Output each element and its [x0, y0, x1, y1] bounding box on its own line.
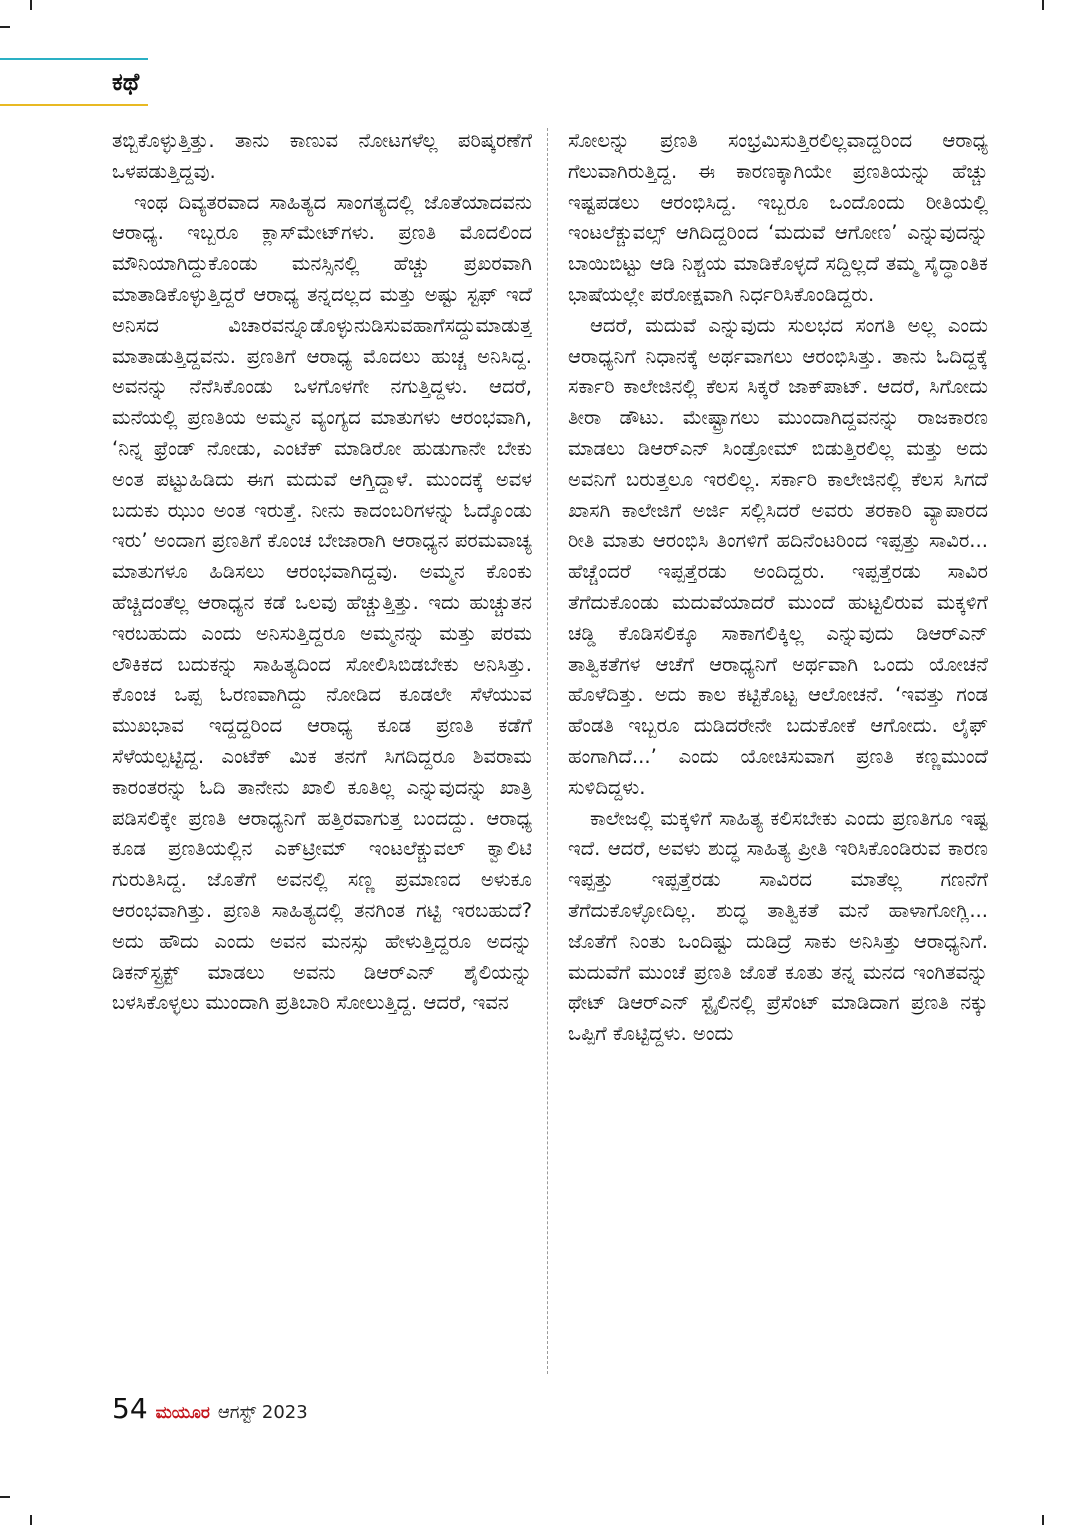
crop-mark-top-left	[30, 0, 32, 10]
section-header	[0, 58, 150, 106]
crop-mark-bottom-left	[30, 1515, 32, 1525]
issue-date: ಆಗಸ್ಟ್ 2023	[217, 1402, 308, 1423]
column-divider	[547, 128, 548, 1374]
article-column-left	[112, 126, 532, 1378]
article-paragraph: ಸೋಲನ್ನು ಪ್ರಣತಿ ಸಂಭ್ರಮಿಸುತ್ತಿರಲಿಲ್ಲವಾದ್ದರಿಂದ ಆರಾಧ್ಯ ಗೆಲುವಾಗಿರುತ್ತಿದ್ದ. ಈ ಕಾರಣಕ್ಕಾಗಿಯೇ ಪ್ರಣತಿಯನ್ನು ಹೆಚ್ಚು ಇಷ್ಟಪಡಲು ಆರಂಭಿಸಿದ್ದ. ಇಬ್ಬರೂ ಒಂದೊಂದು ರೀತಿಯಲ್ಲಿ ಇಂಟಲೆಕ್ಚುವಲ್ಸ್ ಆಗಿದಿದ್ದರಿಂದ ‘ಮದುವೆ ಆಗೋಣ’ ಎನ್ನುವುದನ್ನು ಬಾಯಿಬಿಟ್ಟು ಆಡಿ ನಿಶ್ಚಯ ಮಾಡಿಕೊಳ್ಳದೆ ಸದ್ದಿಲ್ಲದೆ ತಮ್ಮ ಸೈದ್ಧಾಂತಿಕ ಭಾಷೆಯಲ್ಲೇ ಪರೋಕ್ಷವಾಗಿ ನಿರ್ಧರಿಸಿಕೊಂಡಿದ್ದರು.	[568, 129, 988, 306]
section-rule-bottom	[0, 104, 148, 106]
page-number: 54	[112, 1392, 148, 1425]
crop-mark-bottom-right	[1042, 1515, 1044, 1525]
section-title: ಕಥೆ	[112, 68, 140, 96]
article-column-right	[568, 126, 988, 1378]
section-rule-top	[0, 58, 148, 60]
magazine-logo: ಮಯೂರ	[155, 1403, 210, 1423]
article-paragraph: ತಬ್ಬಿಕೊಳ್ಳುತ್ತಿತ್ತು. ತಾನು ಕಾಣುವ ನೋಟಗಳೆಲ್ಲ ಪರಿಷ್ಕರಣೆಗೆ ಒಳಪಡುತ್ತಿದ್ದವು.	[112, 129, 532, 183]
crop-mark-left-upper	[0, 26, 10, 28]
crop-mark-top-right	[1042, 0, 1044, 10]
page-footer	[112, 1392, 308, 1432]
article-paragraph: ಇಂಥ ದಿವ್ಯತರವಾದ ಸಾಹಿತ್ಯದ ಸಾಂಗತ್ಯದಲ್ಲಿ ಜೊತೆಯಾದವನು ಆರಾಧ್ಯ. ಇಬ್ಬರೂ ಕ್ಲಾಸ್‌ಮೇಟ್‌ಗಳು. ಪ್ರಣತಿ ಮೊದಲಿಂದ ಮೌನಿಯಾಗಿದ್ದುಕೊಂಡು ಮನಸ್ಸಿನಲ್ಲಿ ಹೆಚ್ಚು ಪ್ರಖರವಾಗಿ ಮಾತಾಡಿಕೊಳ್ಳುತ್ತಿದ್ದರೆ ಆರಾಧ್ಯ ತನ್ನದಲ್ಲದ ಮತ್ತು ಅಷ್ಟು ಸ್ಟಫ್ ಇದೆ ಅನಿಸದ ವಿಚಾರವನ್ನೂಡೊಳ್ಳುನುಡಿಸುವಹಾಗೆಸದ್ದುಮಾಡುತ್ತ ಮಾತಾಡುತ್ತಿದ್ದವನು. ಪ್ರಣತಿಗೆ ಆರಾಧ್ಯ ಮೊದಲು ಹುಚ್ಚ ಅನಿಸಿದ್ದ. ಅವನನ್ನು ನೆನೆಸಿಕೊಂಡು ಒಳಗೊಳಗೇ ನಗುತ್ತಿದ್ದಳು. ಆದರೆ, ಮನೆಯಲ್ಲಿ ಪ್ರಣತಿಯ ಅಮ್ಮನ ವ್ಯಂಗ್ಯದ ಮಾತುಗಳು ಆರಂಭವಾಗಿ, ‘ನಿನ್ನ ಫ್ರೆಂಡ್ ನೋಡು, ಎಂಟೆಕ್ ಮಾಡಿರೋ ಹುಡುಗಾನೇ ಬೇಕು ಅಂತ ಪಟ್ಟುಹಿಡಿದು ಈಗ ಮದುವೆ ಆಗ್ತಿದ್ದಾಳೆ. ಮುಂದಕ್ಕೆ ಅವಳ ಬದುಕು ಝುಂ ಅಂತ ಇರುತ್ತೆ. ನೀನು ಕಾದಂಬರಿಗಳನ್ನು ಓದ್ಕೊಂಡು ಇರು’ ಅಂದಾಗ ಪ್ರಣತಿಗೆ ಕೊಂಚ ಬೇಜಾರಾಗಿ ಆರಾಧ್ಯನ ಪರಮವಾಚ್ಯ ಮಾತುಗಳೂ ಹಿಡಿಸಲು ಆರಂಭವಾಗಿದ್ದವು. ಅಮ್ಮನ ಕೊಂಕು ಹೆಚ್ಚಿದಂತೆಲ್ಲ ಆರಾಧ್ಯನ ಕಡೆ ಒಲವು ಹೆಚ್ಚುತ್ತಿತ್ತು. ಇದು ಹುಚ್ಚುತನ ಇರಬಹುದು ಎಂದು ಅನಿಸುತ್ತಿದ್ದರೂ ಅಮ್ಮನನ್ನು ಮತ್ತು ಪರಮ ಲೌಕಿಕದ ಬದುಕನ್ನು ಸಾಹಿತ್ಯದಿಂದ ಸೋಲಿಸಿಬಿಡಬೇಕು ಅನಿಸಿತ್ತು. ಕೊಂಚ ಒಪ್ಪ ಓರಣವಾಗಿದ್ದು ನೋಡಿದ ಕೂಡಲೇ ಸೆಳೆಯುವ ಮುಖಭಾವ ಇದ್ದದ್ದರಿಂದ ಆರಾಧ್ಯ ಕೂಡ ಪ್ರಣತಿ ಕಡೆಗೆ ಸೆಳೆಯಲ್ಪಟ್ಟಿದ್ದ. ಎಂಟೆಕ್ ಮಿಕ ತನಗೆ ಸಿಗದಿದ್ದರೂ ಶಿವರಾಮ ಕಾರಂತರನ್ನು ಓದಿ ತಾನೇನು ಖಾಲಿ ಕೂತಿಲ್ಲ ಎನ್ನುವುದನ್ನು ಖಾತ್ರಿ ಪಡಿಸಲಿಕ್ಕೇ ಪ್ರಣತಿ ಆರಾಧ್ಯನಿಗೆ ಹತ್ತಿರವಾಗುತ್ತ ಬಂದದ್ದು. ಆರಾಧ್ಯ ಕೂಡ ಪ್ರಣತಿಯಲ್ಲಿನ ಎಕ್‌ಟ್ರೀಮ್ ಇಂಟಲೆಕ್ಚುವಲ್ ಕ್ವಾಲಿಟಿ ಗುರುತಿಸಿದ್ದ. ಜೊತೆಗೆ ಅವನಲ್ಲಿ ಸಣ್ಣ ಪ್ರಮಾಣದ ಅಳುಕೂ ಆರಂಭವಾಗಿತ್ತು. ಪ್ರಣತಿ ಸಾಹಿತ್ಯದಲ್ಲಿ ತನಗಿಂತ ಗಟ್ಟಿ ಇರಬಹುದೆ? ಅದು ಹೌದು ಎಂದು ಅವನ ಮನಸ್ಸು ಹೇಳುತ್ತಿದ್ದರೂ ಅದನ್ನು ಡಿಕನ್‌ಸ್ಟ್ರಕ್ಟ್ ಮಾಡಲು ಅವನು ಡಿಆರ್‌ಎನ್ ಶೈಲಿಯನ್ನು ಬಳಸಿಕೊಳ್ಳಲು ಮುಂದಾಗಿ ಪ್ರತಿಬಾರಿ ಸೋಲುತ್ತಿದ್ದ. ಆದರೆ, ಇವನ	[112, 190, 532, 1015]
crop-mark-left-lower	[0, 1496, 10, 1498]
article-paragraph: ಆದರೆ, ಮದುವೆ ಎನ್ನುವುದು ಸುಲಭದ ಸಂಗತಿ ಅಲ್ಲ ಎಂದು ಆರಾಧ್ಯನಿಗೆ ನಿಧಾನಕ್ಕೆ ಅರ್ಥವಾಗಲು ಆರಂಭಿಸಿತ್ತು. ತಾನು ಓದಿದ್ದಕ್ಕೆ ಸರ್ಕಾರಿ ಕಾಲೇಜಿನಲ್ಲಿ ಕೆಲಸ ಸಿಕ್ಕರೆ ಜಾಕ್‌ಪಾಟ್. ಆದರೆ, ಸಿಗೋದು ತೀರಾ ಡೌಟು. ಮೇಷ್ಟ್ರಾಗಲು ಮುಂದಾಗಿದ್ದವನನ್ನು ರಾಜಕಾರಣ ಮಾಡಲು ಡಿಆರ್‌ಎನ್ ಸಿಂಡ್ರೋಮ್ ಬಿಡುತ್ತಿರಲಿಲ್ಲ ಮತ್ತು ಅದು ಅವನಿಗೆ ಬರುತ್ತಲೂ ಇರಲಿಲ್ಲ. ಸರ್ಕಾರಿ ಕಾಲೇಜಿನಲ್ಲಿ ಕೆಲಸ ಸಿಗದೆ ಖಾಸಗಿ ಕಾಲೇಜಿಗೆ ಅರ್ಜಿ ಸಲ್ಲಿಸಿದರೆ ಅವರು ತರಕಾರಿ ವ್ಯಾಪಾರದ ರೀತಿ ಮಾತು ಆರಂಭಿಸಿ ತಿಂಗಳಿಗೆ ಹದಿನೆಂಟರಿಂದ ಇಪ್ಪತ್ತು ಸಾವಿರ... ಹೆಚ್ಚೆಂದರೆ ಇಪ್ಪತ್ತೆರಡು ಅಂದಿದ್ದರು. ಇಪ್ಪತ್ತೆರಡು ಸಾವಿರ ತೆಗೆದುಕೊಂಡು ಮದುವೆಯಾದರೆ ಮುಂದೆ ಹುಟ್ಟಲಿರುವ ಮಕ್ಕಳಿಗೆ ಚಡ್ಡಿ ಕೊಡಿಸಲಿಕ್ಕೂ ಸಾಕಾಗಲಿಕ್ಕಿಲ್ಲ ಎನ್ನುವುದು ಡಿಆರ್‌ಎನ್ ತಾತ್ವಿಕತೆಗಳ ಆಚೆಗೆ ಆರಾಧ್ಯನಿಗೆ ಅರ್ಥವಾಗಿ ಒಂದು ಯೋಚನೆ ಹೊಳೆದಿತ್ತು. ಅದು ಕಾಲ ಕಟ್ಟಿಕೊಟ್ಟ ಆಲೋಚನೆ. ‘ಇವತ್ತು ಗಂಡ ಹೆಂಡತಿ ಇಬ್ಬರೂ ದುಡಿದರೇನೇ ಬದುಕೋಕೆ ಆಗೋದು. ಲೈಫ್ ಹಂಗಾಗಿದೆ...’ ಎಂದು ಯೋಚಿಸುವಾಗ ಪ್ರಣತಿ ಕಣ್ಣಮುಂದೆ ಸುಳಿದಿದ್ದಳು.	[568, 313, 988, 799]
article-paragraph: ಕಾಲೇಜಲ್ಲಿ ಮಕ್ಕಳಿಗೆ ಸಾಹಿತ್ಯ ಕಲಿಸಬೇಕು ಎಂದು ಪ್ರಣತಿಗೂ ಇಷ್ಟ ಇದೆ. ಆದರೆ, ಅವಳು ಶುದ್ಧ ಸಾಹಿತ್ಯ ಪ್ರೀತಿ ಇರಿಸಿಕೊಂಡಿರುವ ಕಾರಣ ಇಪ್ಪತ್ತು ಇಪ್ಪತ್ತೆರಡು ಸಾವಿರದ ಮಾತೆಲ್ಲ ಗಣನೆಗೆ ತೆಗೆದುಕೊಳ್ಳೋದಿಲ್ಲ. ಶುದ್ಧ ತಾತ್ವಿಕತೆ ಮನೆ ಹಾಳಾಗೋಗ್ಲಿ... ಜೊತೆಗೆ ನಿಂತು ಒಂದಿಷ್ಟು ದುಡಿದ್ರೆ ಸಾಕು ಅನಿಸಿತ್ತು ಆರಾಧ್ಯನಿಗೆ. ಮದುವೆಗೆ ಮುಂಚೆ ಪ್ರಣತಿ ಜೊತೆ ಕೂತು ತನ್ನ ಮನದ ಇಂಗಿತವನ್ನು ಥೇಟ್ ಡಿಆರ್‌ಎನ್ ಸ್ಟೈಲಿನಲ್ಲಿ ಪ್ರೆಸೆಂಟ್ ಮಾಡಿದಾಗ ಪ್ರಣತಿ ನಕ್ಕು ಒಪ್ಪಿಗೆ ಕೊಟ್ಟಿದ್ದಳು. ಅಂದು	[568, 806, 988, 1046]
